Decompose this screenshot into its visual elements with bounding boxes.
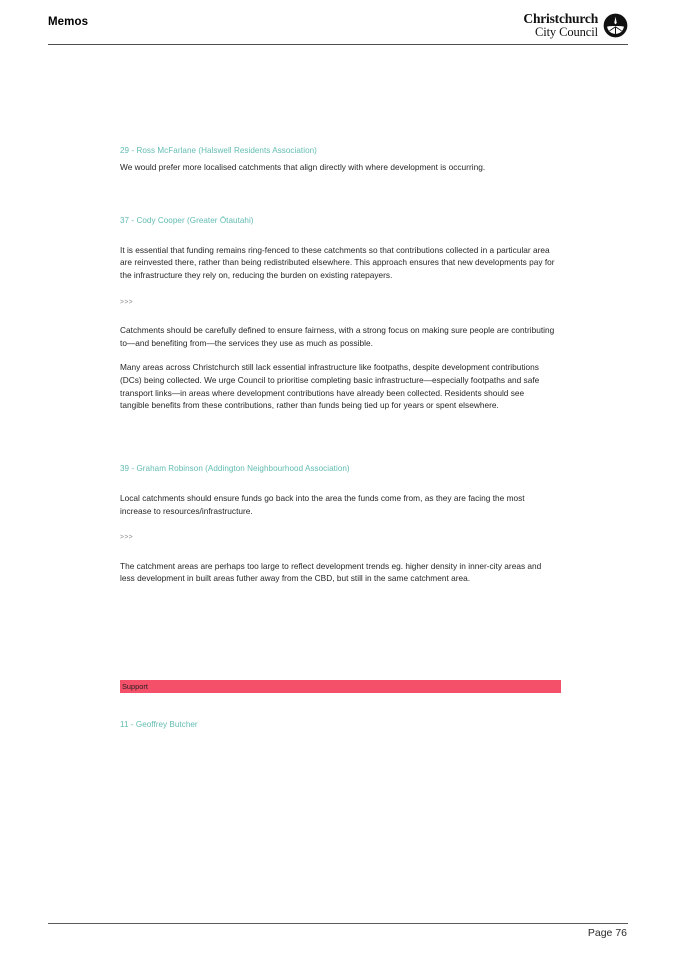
submission-section [120, 464, 561, 585]
submitter-heading: 39 - Graham Robinson (Addington Neighbourhood Association) [120, 464, 350, 473]
organisation-logo [523, 12, 628, 39]
logo-wordmark [523, 12, 598, 39]
submission-section [120, 216, 561, 412]
page-number: Page 76 [587, 927, 627, 939]
submission-paragraph: The catchment areas are perhaps too large to reflect development trends eg. higher density in inner-city areas and less development in built areas futher away from the CBD, but still in the same catchment area. [120, 560, 542, 584]
submissions-content [120, 146, 561, 585]
submission-paragraph: Many areas across Christchurch still lack essential infrastructure like footpaths, despite development contributions (DCs) being collected. We urge Council to prioritise completing basic infrastructure—especially footpaths and safe transport links—in areas where development contributions have already been collected. Residents should see tangible benefits from these contributions, rather than funds being tied up for years or spent elsewhere. [120, 362, 540, 411]
page-title: Memos [48, 16, 89, 28]
logo-line-two: City Council [534, 24, 598, 39]
submission-paragraph: Catchments should be carefully defined to ensure fairness, with a strong focus on making sure people are contributing to—and benefiting from—the services they use as much as possible. [120, 324, 555, 348]
submission-paragraph: We would prefer more localised catchments that align directly with where development is occurring. [120, 161, 486, 172]
submission-paragraph: It is essential that funding remains ring-fenced to these catchments so that contributions collected in a particular area are reinvested there, rather than being redistributed elsewhere. This approach ensures that new developments pay for the infrastructure they rely on, reducing the burden on existing ratepayers. [120, 244, 555, 280]
christchurch-city-council-emblem-icon [603, 13, 628, 38]
header-divider [48, 44, 628, 45]
support-highlight-bar [120, 680, 561, 693]
separator-chevrons: >>> [120, 298, 133, 306]
footer-divider [48, 923, 628, 924]
submission-paragraph: Local catchments should ensure funds go back into the area the funds come from, as they are facing the most increase to resources/infrastructure. [120, 492, 525, 516]
submitter-heading: 11 - Geoffrey Butcher [120, 720, 198, 729]
separator-chevrons: >>> [120, 534, 133, 542]
submitter-heading: 37 - Cody Cooper (Greater Ōtautahi) [120, 215, 254, 225]
support-submitter-block [120, 720, 561, 731]
submission-section [120, 146, 561, 174]
logo-line-one: Christchurch [523, 11, 598, 26]
submitter-heading: 29 - Ross McFarlane (Halswell Residents Association) [120, 146, 317, 155]
page-header [48, 12, 628, 44]
support-bar-label: Support [122, 681, 148, 691]
